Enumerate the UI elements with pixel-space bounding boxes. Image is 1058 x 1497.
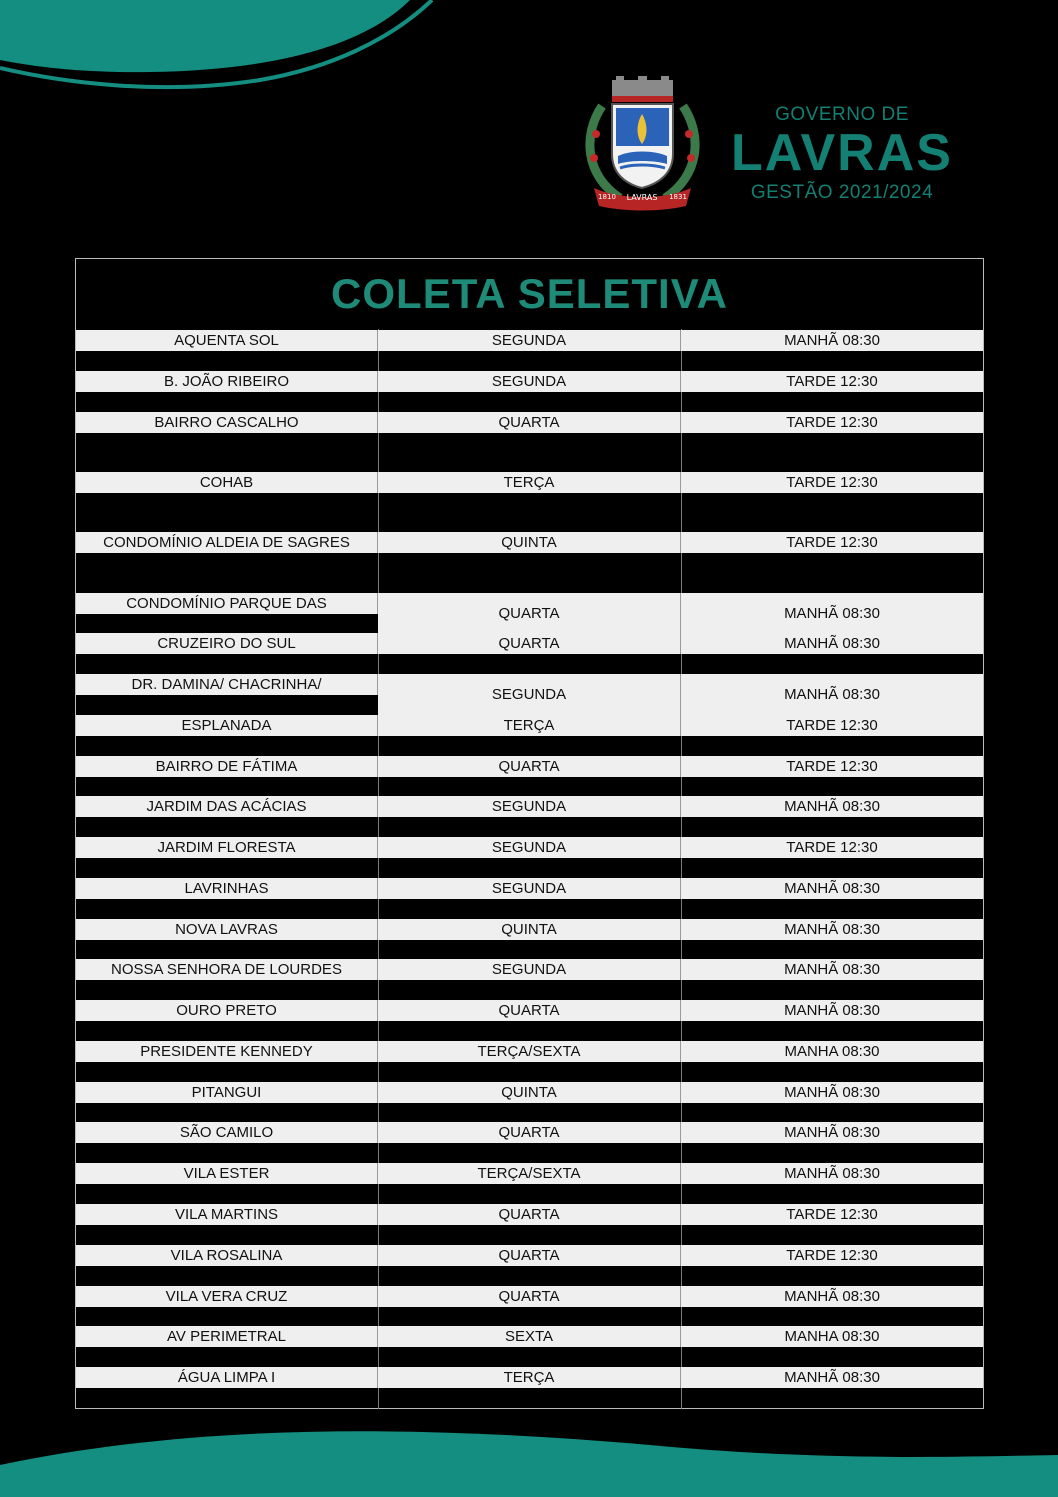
horario-cell: TARDE 12:30 xyxy=(681,472,983,493)
table-row xyxy=(76,1122,983,1143)
table-row xyxy=(76,756,983,777)
horario-cell: MANHÃ 08:30 xyxy=(681,330,983,351)
table-title-cell xyxy=(76,259,983,329)
gov-line-3: GESTÃO 2021/2024 xyxy=(750,182,934,203)
bairro-cell: VILA VERA CRUZ xyxy=(76,1286,378,1307)
dia-cell: SEGUNDA xyxy=(378,674,681,715)
horario-cell: MANHÃ 08:30 xyxy=(681,1367,983,1388)
dia-cell: TERÇA xyxy=(378,472,681,493)
bairro-cell: VILA ROSALINA xyxy=(76,1245,378,1266)
table-row xyxy=(76,1041,983,1062)
horario-cell: MANHÃ 08:30 xyxy=(681,1122,983,1143)
bairro-cell: BAIRRO DE FÁTIMA xyxy=(76,756,378,777)
bairro-cell: BAIRRO CASCALHO xyxy=(76,412,378,433)
horario-cell: MANHÃ 08:30 xyxy=(681,878,983,899)
top-wave-decoration xyxy=(0,0,440,110)
svg-text:1810: 1810 xyxy=(598,193,616,201)
horario-cell: TARDE 12:30 xyxy=(681,1204,983,1225)
dia-cell: QUARTA xyxy=(378,593,681,633)
horario-cell: MANHÃ 08:30 xyxy=(681,1000,983,1021)
bairro-cell: CONDOMÍNIO ALDEIA DE SAGRES xyxy=(76,532,378,553)
horario-cell: TARDE 12:30 xyxy=(681,412,983,433)
bairro-cell: B. JOÃO RIBEIRO xyxy=(76,371,378,392)
lavras-crest-logo xyxy=(580,76,705,211)
bairro-cell: NOSSA SENHORA DE LOURDES xyxy=(76,959,378,980)
svg-text:1831: 1831 xyxy=(669,193,687,201)
horario-cell: MANHÃ 08:30 xyxy=(681,959,983,980)
horario-cell: MANHÃ 08:30 xyxy=(681,796,983,817)
dia-cell: QUARTA xyxy=(378,1204,681,1225)
bairro-cell: SÃO CAMILO xyxy=(76,1122,378,1143)
table-row xyxy=(76,330,983,351)
bottom-wave-decoration xyxy=(0,1427,1058,1497)
horario-cell: MANHÃ 08:30 xyxy=(681,593,983,633)
dia-cell: QUINTA xyxy=(378,532,681,553)
dia-cell: QUARTA xyxy=(378,756,681,777)
table-row xyxy=(76,878,983,899)
bairro-cell: VILA MARTINS xyxy=(76,1204,378,1225)
bairro-cell: DR. DAMINA/ CHACRINHA/ xyxy=(76,674,378,695)
table-row xyxy=(76,1204,983,1225)
table-row xyxy=(76,472,983,493)
dia-cell: QUINTA xyxy=(378,1082,681,1103)
horario-cell: MANHÃ 08:30 xyxy=(681,919,983,940)
horario-cell: MANHÃ 08:30 xyxy=(681,674,983,715)
bairro-cell: CONDOMÍNIO PARQUE DAS xyxy=(76,593,378,614)
table-row xyxy=(76,1286,983,1307)
bairro-cell: LAVRINHAS xyxy=(76,878,378,899)
horario-cell: TARDE 12:30 xyxy=(681,715,983,736)
dia-cell: TERÇA xyxy=(378,1367,681,1388)
dia-cell: QUARTA xyxy=(378,1122,681,1143)
government-wordmark xyxy=(722,104,962,204)
dia-cell: SEGUNDA xyxy=(378,878,681,899)
dia-cell: QUARTA xyxy=(378,1286,681,1307)
bairro-cell: AQUENTA SOL xyxy=(76,330,378,351)
horario-cell: MANHA 08:30 xyxy=(681,1326,983,1347)
dia-cell: SEGUNDA xyxy=(378,371,681,392)
table-row xyxy=(76,919,983,940)
horario-cell: TARDE 12:30 xyxy=(681,371,983,392)
bairro-cell: PITANGUI xyxy=(76,1082,378,1103)
bairro-cell: CRUZEIRO DO SUL xyxy=(76,633,378,654)
table-row xyxy=(76,715,983,736)
gov-line-1: GOVERNO DE xyxy=(775,104,909,125)
horario-cell: MANHÃ 08:30 xyxy=(681,633,983,654)
table-title: COLETA SELETIVA xyxy=(331,270,728,317)
bairro-cell: JARDIM FLORESTA xyxy=(76,837,378,858)
dia-cell: SEGUNDA xyxy=(378,837,681,858)
bairro-cell: NOVA LAVRAS xyxy=(76,919,378,940)
dia-cell: SEGUNDA xyxy=(378,796,681,817)
table-row xyxy=(76,1367,983,1388)
table-row xyxy=(76,412,983,433)
bairro-cell: ESPLANADA xyxy=(76,715,378,736)
dia-cell: TERÇA/SEXTA xyxy=(378,1041,681,1062)
dia-cell: QUARTA xyxy=(378,633,681,654)
horario-cell: MANHÃ 08:30 xyxy=(681,1286,983,1307)
horario-cell: MANHA 08:30 xyxy=(681,1041,983,1062)
bairro-cell: ÁGUA LIMPA I xyxy=(76,1367,378,1388)
bairro-cell: OURO PRETO xyxy=(76,1000,378,1021)
bairro-cell: AV PERIMETRAL xyxy=(76,1326,378,1347)
table-row xyxy=(76,837,983,858)
table-row xyxy=(76,633,983,654)
dia-cell: SEGUNDA xyxy=(378,330,681,351)
dia-cell: QUARTA xyxy=(378,1000,681,1021)
table-row xyxy=(76,1082,983,1103)
table-row xyxy=(76,532,983,553)
svg-text:LAVRAS: LAVRAS xyxy=(626,193,658,202)
table-row xyxy=(76,1326,983,1347)
table-row xyxy=(76,959,983,980)
bairro-cell: PRESIDENTE KENNEDY xyxy=(76,1041,378,1062)
table-row xyxy=(76,1245,983,1266)
table-row xyxy=(76,796,983,817)
dia-cell: SEXTA xyxy=(378,1326,681,1347)
dia-cell: QUINTA xyxy=(378,919,681,940)
horario-cell: TARDE 12:30 xyxy=(681,756,983,777)
table-row xyxy=(76,1163,983,1184)
dia-cell: QUARTA xyxy=(378,1245,681,1266)
schedule-table xyxy=(75,258,984,1409)
bairro-cell: JARDIM DAS ACÁCIAS xyxy=(76,796,378,817)
horario-cell: MANHÃ 08:30 xyxy=(681,1163,983,1184)
dia-cell: SEGUNDA xyxy=(378,959,681,980)
horario-cell: TARDE 12:30 xyxy=(681,1245,983,1266)
table-row xyxy=(76,1000,983,1021)
horario-cell: MANHÃ 08:30 xyxy=(681,1082,983,1103)
table-row xyxy=(76,371,983,392)
horario-cell: TARDE 12:30 xyxy=(681,837,983,858)
dia-cell: QUARTA xyxy=(378,412,681,433)
gov-line-2: LAVRAS xyxy=(731,124,953,182)
dia-cell: TERÇA xyxy=(378,715,681,736)
dia-cell: TERÇA/SEXTA xyxy=(378,1163,681,1184)
bairro-cell: VILA ESTER xyxy=(76,1163,378,1184)
bairro-cell: COHAB xyxy=(76,472,378,493)
horario-cell: TARDE 12:30 xyxy=(681,532,983,553)
